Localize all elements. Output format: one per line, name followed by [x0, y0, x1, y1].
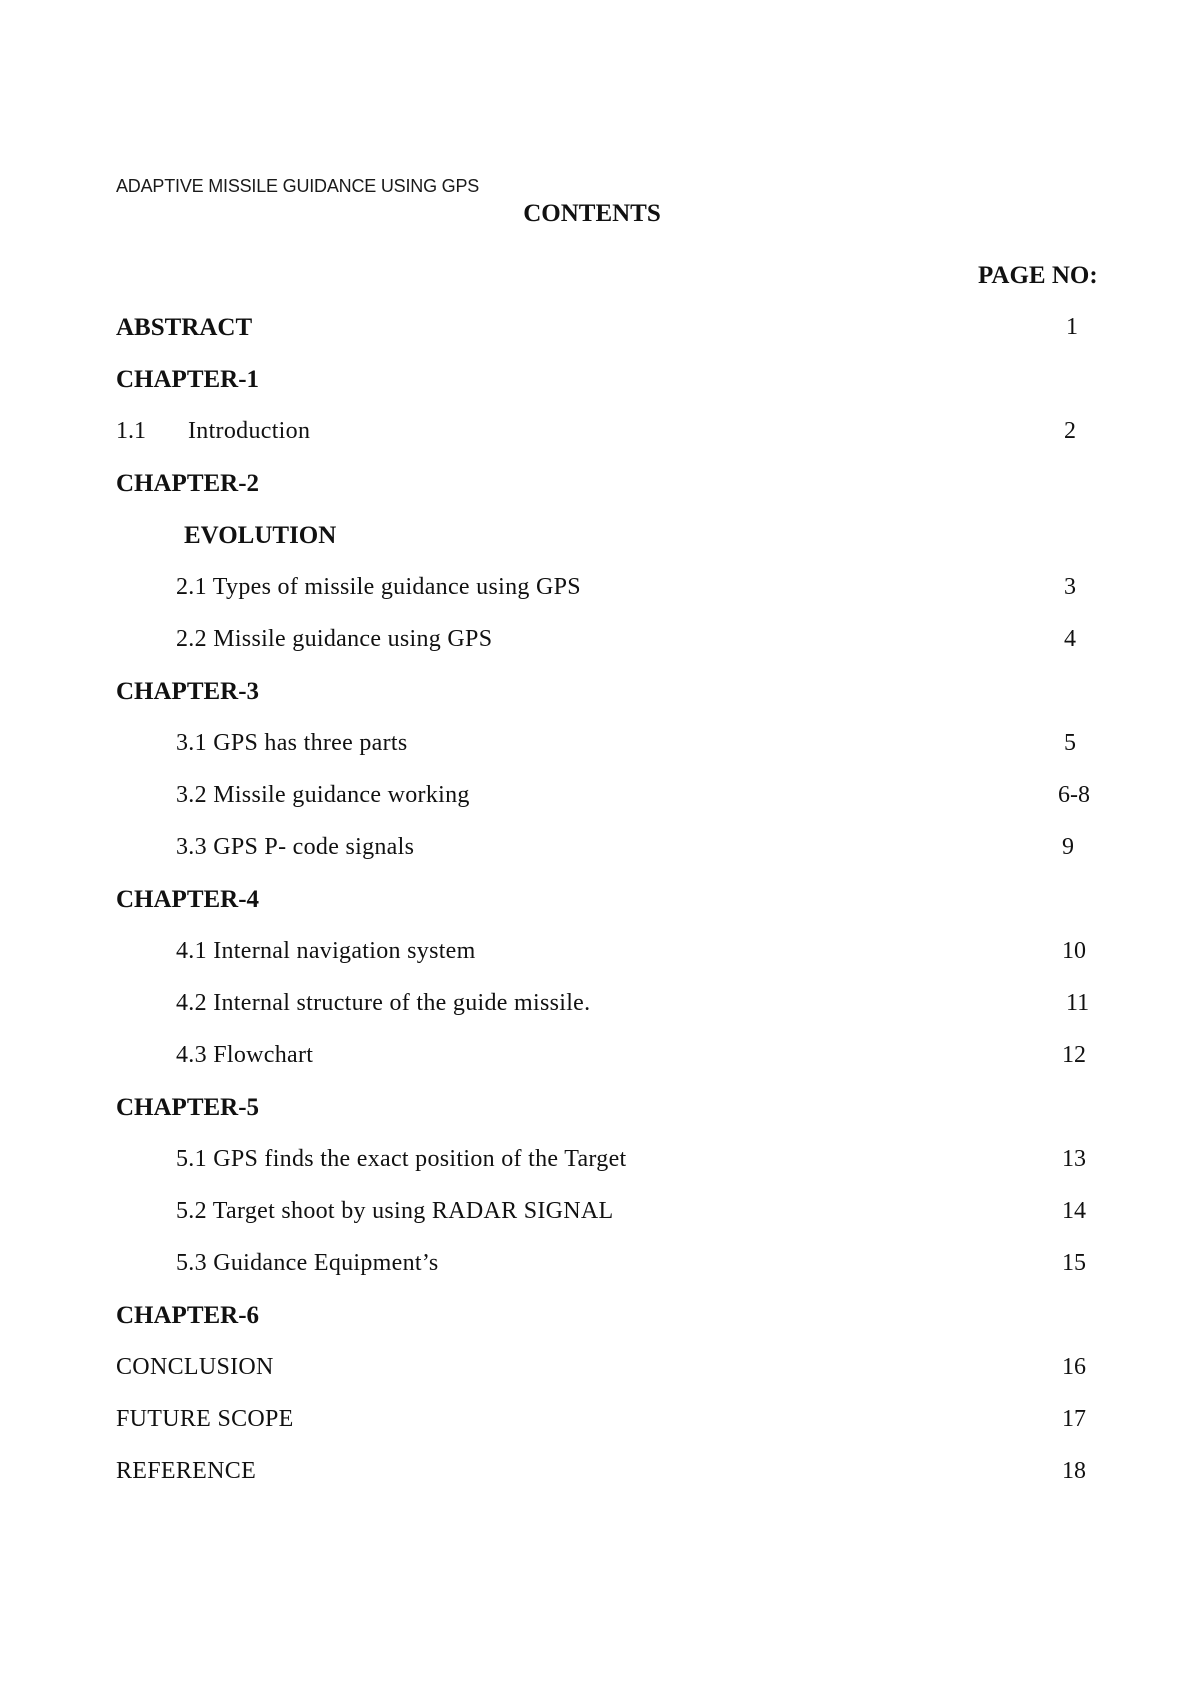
- contents-title-text: CONTENTS: [523, 200, 661, 227]
- toc-chapter-5: [116, 1094, 1116, 1128]
- toc-entry-page: 11: [1066, 990, 1090, 1016]
- toc-entry-5-3[interactable]: [116, 1250, 1116, 1284]
- toc-entry-label: 4.2 Internal structure of the guide missile.: [176, 990, 591, 1016]
- toc-entry-label: 2.1 Types of missile guidance using GPS: [176, 574, 581, 600]
- toc-chapter-1: [116, 366, 1116, 400]
- chapter-heading: CHAPTER-6: [116, 1302, 260, 1329]
- toc-entry-page: 14: [1062, 1198, 1086, 1224]
- toc-entry-page: 2: [1064, 418, 1076, 444]
- toc-entry-introduction[interactable]: [116, 418, 1116, 452]
- toc-entry-label: 2.2 Missile guidance using GPS: [176, 626, 493, 652]
- chapter-heading: CHAPTER-5: [116, 1094, 260, 1121]
- toc-entry-label: 5.1 GPS finds the exact position of the Target: [176, 1146, 627, 1172]
- toc-entry-label: Introduction: [188, 418, 311, 444]
- section-number: 1.1: [116, 418, 146, 444]
- toc-entry-label: FUTURE SCOPE: [116, 1406, 294, 1432]
- toc-entry-reference[interactable]: [116, 1458, 1116, 1492]
- toc-entry-5-2[interactable]: [116, 1198, 1116, 1232]
- subheading-label: EVOLUTION: [184, 522, 337, 549]
- toc-chapter-2: [116, 470, 1116, 504]
- toc-entry-4-3[interactable]: [116, 1042, 1116, 1076]
- toc-entry-3-3[interactable]: [116, 834, 1116, 868]
- toc-entry-label: 3.2 Missile guidance working: [176, 782, 470, 808]
- toc-entry-5-1[interactable]: [116, 1146, 1116, 1180]
- toc-entry-4-1[interactable]: [116, 938, 1116, 972]
- toc-entry-page: 6-8: [1058, 782, 1090, 808]
- toc-entry-page: 13: [1062, 1146, 1086, 1172]
- running-header: ADAPTIVE MISSILE GUIDANCE USING GPS: [116, 176, 480, 196]
- toc-entry-page: 10: [1062, 938, 1086, 964]
- toc-entry-page: 17: [1062, 1406, 1086, 1432]
- toc-entry-4-2[interactable]: [116, 990, 1116, 1024]
- toc-entry-page: 18: [1062, 1458, 1086, 1484]
- toc-entry-page: 16: [1062, 1354, 1086, 1380]
- toc-entry-3-1[interactable]: [116, 730, 1116, 764]
- toc-entry-page: 3: [1064, 574, 1076, 600]
- chapter-heading: CHAPTER-1: [116, 366, 260, 393]
- toc-entry-page: 12: [1062, 1042, 1086, 1068]
- toc-entry-page: 15: [1062, 1250, 1086, 1276]
- toc-entry-label: CONCLUSION: [116, 1354, 274, 1380]
- toc-entry-label: 5.3 Guidance Equipment’s: [176, 1250, 439, 1276]
- toc-chapter-4: [116, 886, 1116, 920]
- toc-entry-conclusion[interactable]: [116, 1354, 1116, 1388]
- chapter-heading: CHAPTER-2: [116, 470, 260, 497]
- toc-chapter-3: [116, 678, 1116, 712]
- toc-entry-page: 4: [1064, 626, 1076, 652]
- toc-entry-label: 5.2 Target shoot by using RADAR SIGNAL: [176, 1198, 614, 1224]
- toc-subheading-evolution: [116, 522, 1116, 556]
- toc-entry-label: ABSTRACT: [116, 314, 253, 341]
- toc-chapter-6: [116, 1302, 1116, 1336]
- toc-entry-2-2[interactable]: [116, 626, 1116, 660]
- toc-entry-future-scope[interactable]: [116, 1406, 1116, 1440]
- page-no-heading: PAGE NO:: [978, 262, 1098, 289]
- toc-entry-page: 1: [1066, 314, 1078, 340]
- toc-entry-label: 3.3 GPS P- code signals: [176, 834, 415, 860]
- toc-entry-page: 9: [1062, 834, 1074, 860]
- toc-entry-label: 4.3 Flowchart: [176, 1042, 314, 1068]
- contents-title: [0, 200, 1200, 228]
- chapter-heading: CHAPTER-4: [116, 886, 260, 913]
- toc-entry-2-1[interactable]: [116, 574, 1116, 608]
- toc-entry-page: 5: [1064, 730, 1076, 756]
- toc-entry-label: REFERENCE: [116, 1458, 257, 1484]
- chapter-heading: CHAPTER-3: [116, 678, 260, 705]
- toc-entry-3-2[interactable]: [116, 782, 1116, 816]
- toc-entry-abstract[interactable]: [116, 314, 1116, 348]
- toc-entry-label: 4.1 Internal navigation system: [176, 938, 476, 964]
- toc-entry-label: 3.1 GPS has three parts: [176, 730, 408, 756]
